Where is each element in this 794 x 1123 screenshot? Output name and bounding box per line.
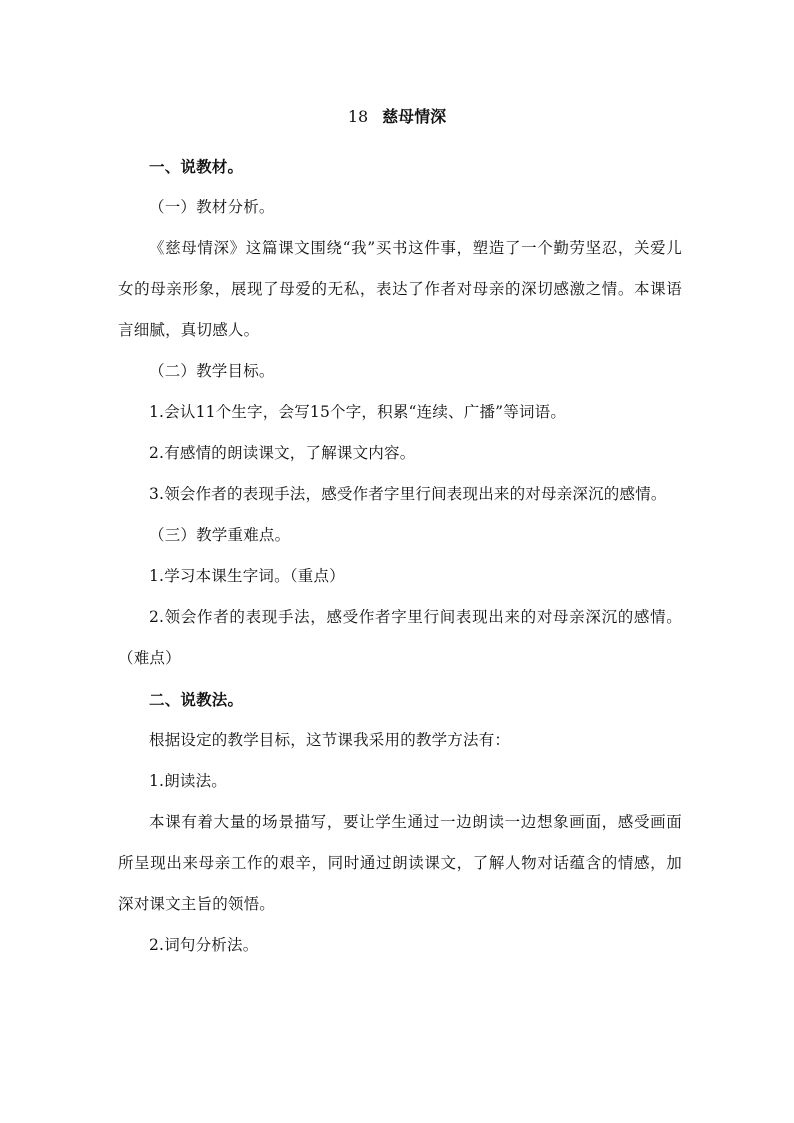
subheading-key-points: （三）教学重难点。 xyxy=(149,526,291,544)
page-title xyxy=(0,105,794,129)
paragraph-methods-intro: 根据设定的教学目标，这节课我采用的教学方法有： xyxy=(149,731,511,749)
section-heading-methods: 二、说教法。 xyxy=(149,690,244,709)
paragraph-reading-method: 本课有着大量的场景描写，要让学生通过一边朗读一边想象画面，感受画面所呈现出来母亲工作的艰辛，同时通过朗读课文，了解人物对话蕴含的情感，加深对课文主旨的领悟。 xyxy=(118,813,682,913)
document-body xyxy=(118,146,682,966)
subheading-analysis: （一）教材分析。 xyxy=(149,198,275,216)
method-item-1: 1.朗读法。 xyxy=(149,772,227,790)
goal-item-1: 1.会认11个生字，会写15个字，积累“连续、广播”等词语。 xyxy=(149,403,567,421)
goal-item-2: 2.有感情的朗读课文，了解课文内容。 xyxy=(149,444,416,462)
lesson-number: 18 xyxy=(347,107,369,126)
key-point-item-1: 1.学习本课生字词。（重点） xyxy=(149,567,345,585)
paragraph-analysis: 《慈母情深》这篇课文围绕“我”买书这件事，塑造了一个勤劳坚忍，关爱儿女的母亲形象，展现了母爱的无私，表达了作者对母亲的深切感激之情。本课语言细腻，真切感人。 xyxy=(118,239,682,339)
subheading-goals: （二）教学目标。 xyxy=(149,362,275,380)
goal-item-3: 3.领会作者的表现手法，感受作者字里行间表现出来的对母亲深沉的感情。 xyxy=(149,485,667,503)
method-item-2: 2.词句分析法。 xyxy=(149,936,259,954)
lesson-title: 慈母情深 xyxy=(382,107,447,126)
key-point-item-2: 2.领会作者的表现手法，感受作者字里行间表现出来的对母亲深沉的感情。（难点） xyxy=(118,608,682,667)
section-heading-textbook: 一、说教材。 xyxy=(149,157,244,176)
